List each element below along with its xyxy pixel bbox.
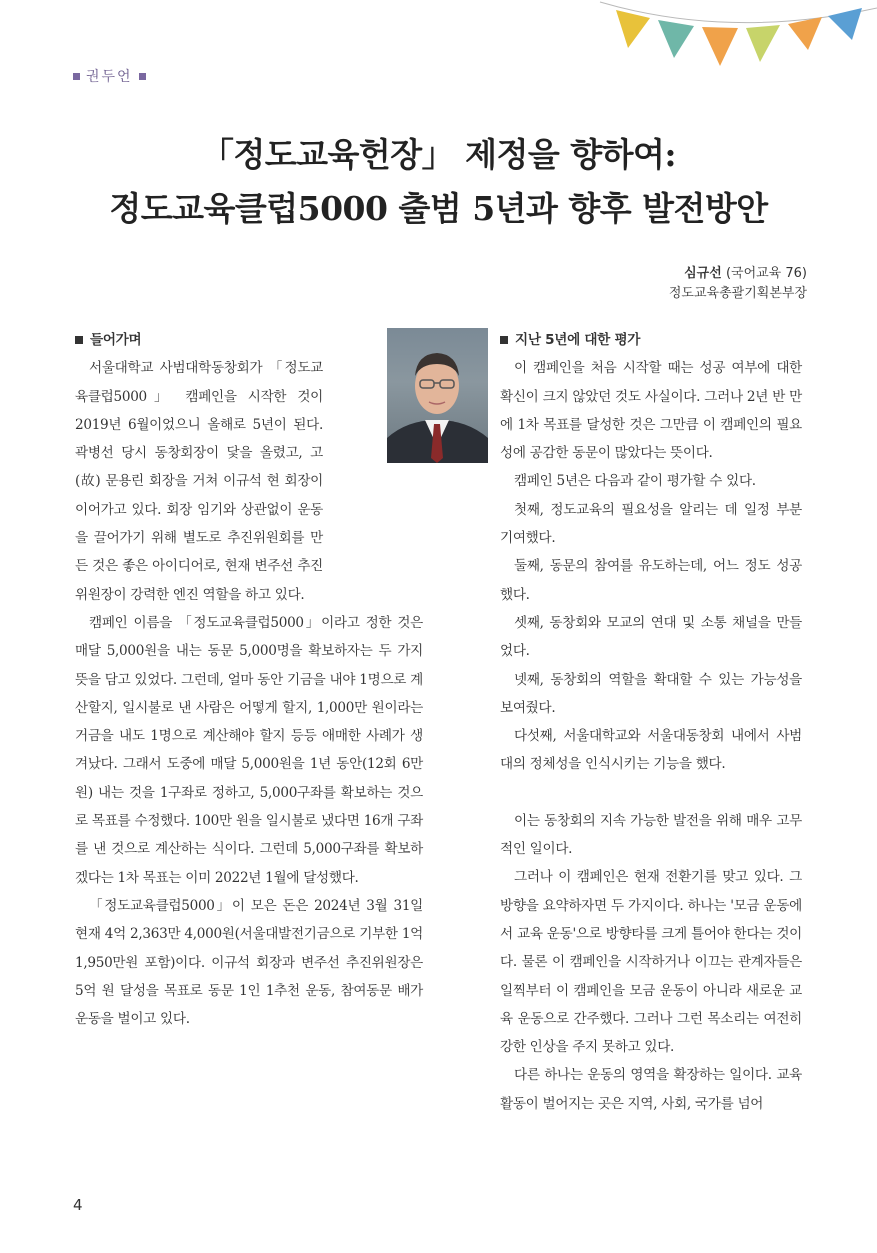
right-column (500, 326, 802, 1118)
author-position: 정도교육총괄기획본부장 (668, 286, 807, 301)
author-affiliation: (국어교육 76) (725, 266, 807, 281)
paragraph: 서울대학교 사범대학동창회가 「정도교육클럽5000」 캠페인을 시작한 것이 2019년 6월이었으니 올해로 5년이 된다. 곽병선 당시 동창회장이 닻을 올렸고, 고(故) 문용린 회장을 거쳐 이규석 현 회장이 이어가고 있다. 회장 임기와 상관없이 운동을 끌어가기 위해 별도로 추진위원회를 만든 것은 좋은 아이디어로, 현재 변주선 추진위원장이 강력한 엔진 역할을 하고 있다. (75, 360, 323, 603)
paragraph: 넷째, 동창회의 역할을 확대할 수 있는 가능성을 보여줬다. (500, 671, 802, 716)
author-photo (387, 328, 488, 463)
article-title (0, 128, 877, 236)
paragraph: 그러나 이 캠페인은 현재 전환기를 맞고 있다. 그 방향을 요약하자면 두 가지이다. 하나는 '모금 운동에서 교육 운동'으로 방향타를 크게 틀어야 한다는 것이다. 물론 이 캠페인을 시작하거나 이끄는 관계자들은 일찍부터 이 캠페인을 모금 운동이 아니라 새로운 교육 운동으로 간주했다. 그러나 그런 목소리는 여전히 강한 인상을 주지 못하고 있다. (500, 869, 802, 1056)
square-bullet-icon (75, 336, 83, 344)
heading-text: 지난 5년에 대한 평가 (515, 332, 641, 348)
square-bullet-icon (500, 336, 508, 344)
title-line-2: 정도교육클럽5000 출범 5년과 향후 발전방안 (109, 189, 768, 228)
page-number: 4 (73, 1196, 83, 1214)
section-heading (75, 326, 423, 354)
bunting-decoration (590, 0, 877, 80)
author-name: 심규선 (684, 266, 722, 281)
paragraph: 캠페인 5년은 다음과 같이 평가할 수 있다. (514, 473, 756, 490)
paragraph: 이 캠페인을 처음 시작할 때는 성공 여부에 대한 확신이 크지 않았던 것도 사실이다. 그러나 2년 반 만에 1차 목표를 달성한 것은 그만큼 이 캠페인의 필요성에 공감한 동문이 많았다는 뜻이다. (500, 360, 802, 462)
heading-text: 들어가며 (90, 332, 142, 348)
paragraph: 다섯째, 서울대학교와 서울대동창회 내에서 사범대의 정체성을 인식시키는 기능을 했다. (500, 728, 802, 773)
paragraph: 이는 동창회의 지속 가능한 발전을 위해 매우 고무적인 일이다. (500, 812, 802, 858)
paragraph: 둘째, 동문의 참여를 유도하는데, 어느 정도 성공했다. (500, 558, 802, 603)
left-column (75, 326, 423, 1033)
title-line-1: 「정도교육헌장」 제정을 향하여: (200, 135, 677, 174)
section-tag (73, 66, 146, 86)
section-tag-label: 권두언 (86, 69, 133, 85)
paragraph-spacer (500, 779, 802, 807)
author-block (669, 264, 807, 304)
square-bullet-icon (73, 73, 80, 80)
paragraph: 셋째, 동창회와 모교의 연대 및 소통 채널을 만들었다. (500, 614, 802, 660)
paragraph: 「정도교육클럽5000」이 모은 돈은 2024년 3월 31일 현재 4억 2,363만 4,000원(서울대발전기금으로 기부한 1억 1,950만원 포함)이다. 이규석 회장과 변주선 추진위원장은 5억 원 달성을 목표로 동문 1인 1추천 운동, 참여동문 배가 운동을 벌이고 있다. (75, 897, 423, 1028)
section-heading (500, 326, 802, 354)
paragraph: 첫째, 정도교육의 필요성을 알리는 데 일정 부분 기여했다. (500, 501, 802, 547)
square-bullet-icon (139, 73, 146, 80)
paragraph: 캠페인 이름을 「정도교육클럽5000」이라고 정한 것은 매달 5,000원을 내는 동문 5,000명을 확보하자는 두 가지 뜻을 담고 있었다. 그런데, 얼마 동안 기금을 내야 1명으로 계산할지, 일시불로 낸 사람은 어떻게 할지, 1,000만 원이라는 거금을 내도 1명으로 계산해야 할지 등등 애매한 사례가 생겨났다. 그래서 도중에 매달 5,000원을 1년 동안(12회 6만 원) 내는 것을 1구좌로 정하고, 5,000구좌를 확보하는 것으로 목표를 수정했다. 100만 원을 일시불로 냈다면 16개 구좌를 낸 것으로 계산하는 식이다. 그런데 5,000구좌를 확보하겠다는 1차 목표는 이미 2022년 1월에 달성했다. (75, 614, 423, 886)
paragraph: 다른 하나는 운동의 영역을 확장하는 일이다. 교육활동이 벌어지는 곳은 지역, 사회, 국가를 넘어 (500, 1067, 802, 1112)
